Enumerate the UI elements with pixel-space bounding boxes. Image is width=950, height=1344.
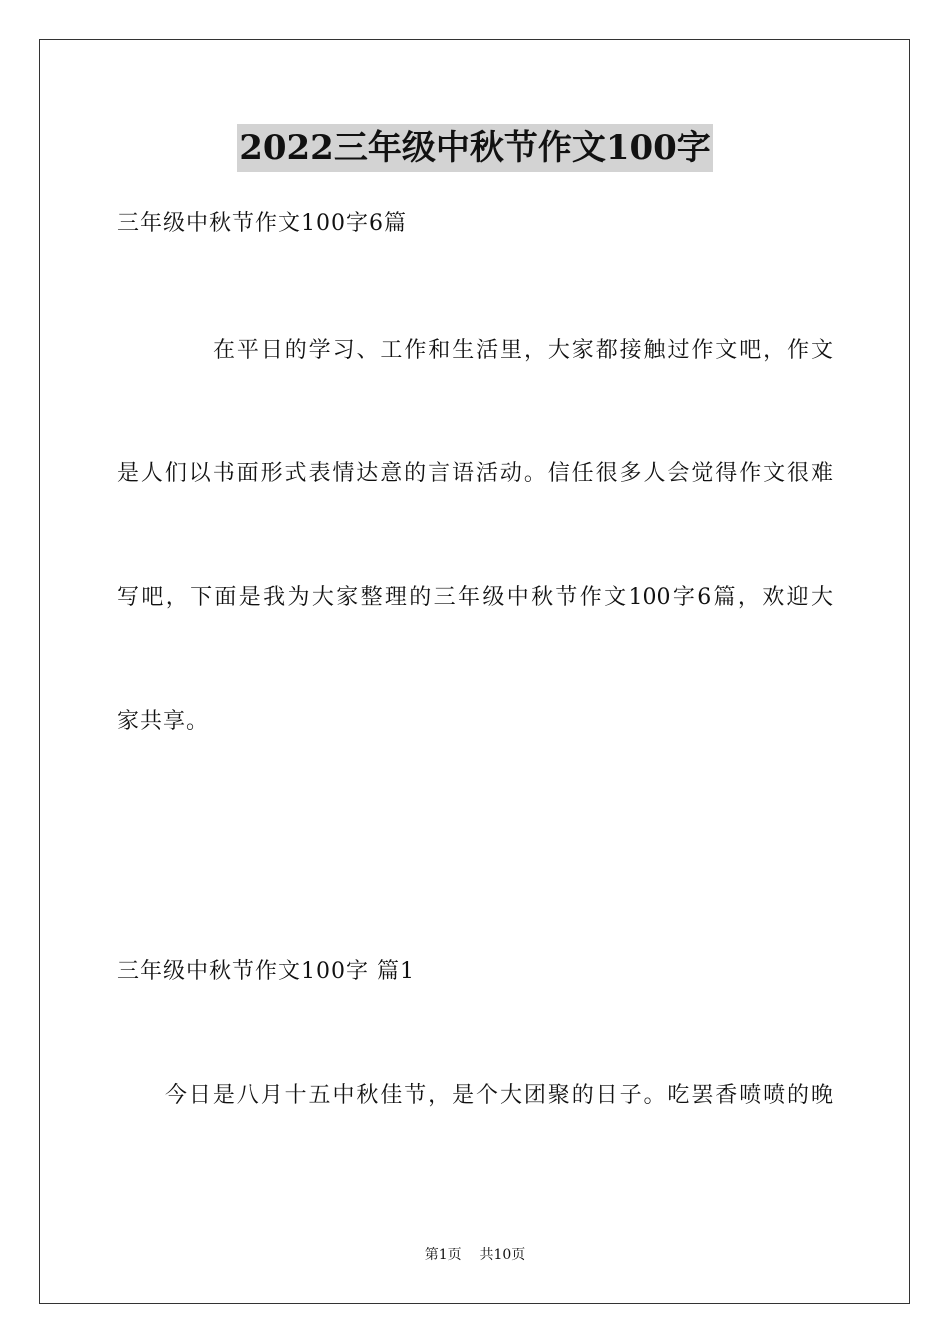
- page-footer: [0, 1245, 950, 1265]
- page-number: 第1页 共10页: [424, 1247, 526, 1263]
- document-subtitle: 三年级中秋节作文100字6篇: [117, 211, 407, 236]
- intro-line-3: 写吧，下面是我为大家整理的三年级中秋节作文100字6篇，欢迎大: [117, 585, 833, 610]
- intro-line-4: 家共享。: [117, 709, 210, 734]
- section-line-1: 今日是八月十五中秋佳节，是个大团聚的日子。吃罢香喷喷的晚: [165, 1083, 833, 1108]
- intro-line-1: 在平日的学习、工作和生活里，大家都接触过作文吧，作文: [213, 338, 833, 363]
- document-title: 2022三年级中秋节作文100字: [237, 124, 713, 172]
- title-container: [0, 124, 950, 172]
- intro-line-2: 是人们以书面形式表情达意的言语活动。信任很多人会觉得作文很难: [117, 461, 833, 486]
- section-heading: 三年级中秋节作文100字 篇1: [117, 959, 415, 984]
